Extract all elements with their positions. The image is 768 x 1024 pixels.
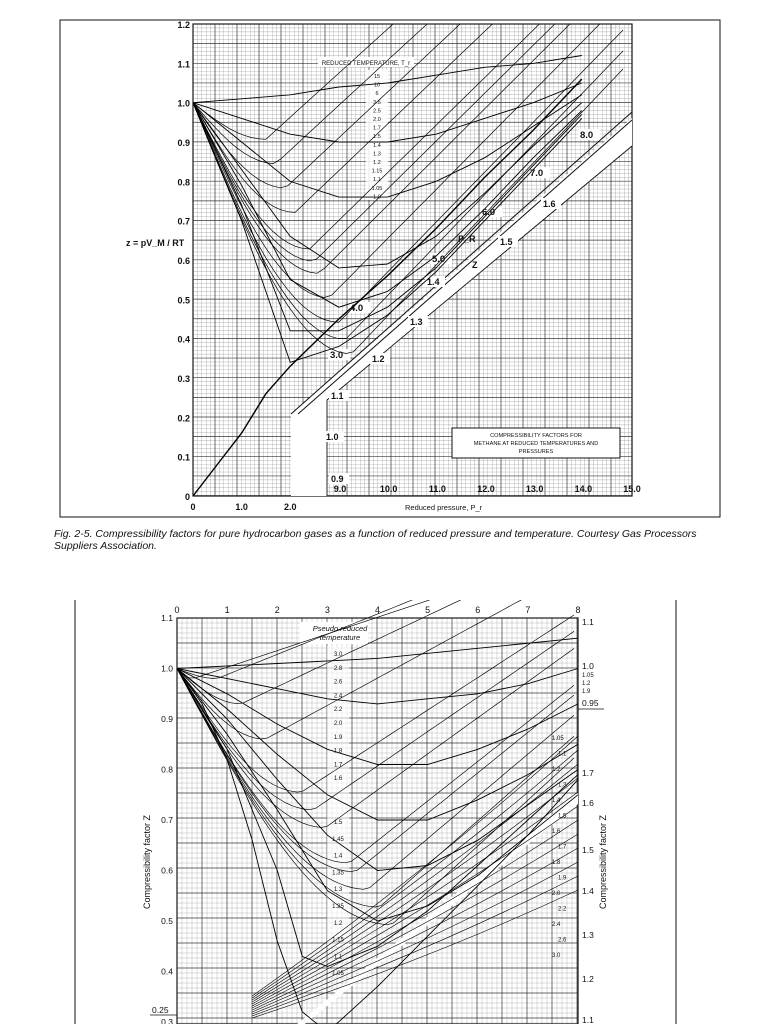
right-tpr-label: 1.05: [552, 736, 564, 742]
legend-title: Pseudo reduced: [312, 624, 368, 633]
inset-x-tick: 11.0: [428, 484, 446, 494]
x-tick-top: 5: [425, 605, 431, 615]
x-tick-top: 8: [575, 605, 581, 615]
x-tick-top: 4: [374, 605, 381, 615]
inset-y-tick: 1.6: [543, 199, 556, 209]
right-tpr-label: 1.3: [558, 782, 567, 789]
tpr-label: 2.6: [333, 679, 343, 686]
y-tick-right: 0.95: [582, 698, 599, 708]
tpr-label: 2.4: [333, 693, 343, 700]
tpr-label: 1.7: [333, 762, 343, 769]
y-tick-left: 0.25: [152, 1005, 169, 1015]
lower-curve: [252, 736, 578, 996]
tr-label: 1.4: [373, 142, 381, 149]
y-tick-label: 1.2: [177, 20, 190, 31]
inset-x-tick: 10.0: [379, 484, 398, 494]
y-tick-left: 0.3: [161, 1017, 173, 1024]
tpr-curve: [177, 669, 574, 925]
inset-z-label: Z: [472, 260, 478, 270]
inset-y-tick: 1.1: [331, 391, 344, 401]
tpr-label: 1.6: [333, 776, 343, 783]
y-tick-label: 0.3: [177, 374, 190, 385]
x-tick-top: 1: [224, 605, 230, 615]
tpr-curve: [177, 669, 574, 908]
tpr-label: 1.15: [332, 937, 344, 944]
right-tpr-label: 2.6: [558, 937, 567, 944]
inset-y-tick: 1.4: [427, 277, 440, 287]
tpr-curve: [177, 669, 574, 872]
y-tick-label: 0.8: [177, 177, 190, 188]
y-tick-label: 1.0: [177, 98, 190, 109]
x-tick-top: 6: [475, 605, 481, 615]
y-tick-left: 0.4: [161, 966, 173, 977]
pr-label: 3.0: [330, 350, 344, 361]
tr-label: 1.15: [371, 168, 383, 175]
pr-label: 7.0: [530, 168, 544, 179]
tpr-label: 1.25: [332, 904, 344, 910]
y-tick-right: 1.4: [582, 886, 594, 896]
y-tick-right: 1.7: [582, 768, 594, 778]
y-tick-right: 1.1: [582, 617, 594, 627]
tr-label: 1.5: [373, 134, 381, 141]
second-chart: [0, 600, 768, 1024]
x-tick-label: 2.0: [283, 502, 297, 512]
inset-x-tick: 12.0: [477, 484, 495, 494]
right-tpr-label: 3.0: [552, 953, 561, 959]
right-tpr-label: 1.1: [558, 751, 567, 758]
x-tick-label: 0: [190, 502, 196, 512]
tpr-label: 1.8: [333, 748, 343, 755]
y-tick-label: 0.4: [177, 334, 190, 345]
tpr-curve: [177, 669, 574, 890]
tpr-label: 1.1: [333, 954, 343, 961]
y-tick-right: 1.0: [582, 661, 594, 671]
tr-label: 3.5: [373, 99, 381, 106]
y-axis-label: z = pV_M / RT: [126, 238, 185, 248]
inset-y-tick: 1.3: [410, 317, 423, 327]
x-tick-top: 0: [174, 605, 180, 615]
y-tick-left: 0.5: [161, 916, 173, 926]
tpr-label: 1.45: [332, 836, 344, 843]
right-tpr-label: 2.2: [558, 906, 567, 913]
pr-label: 4.0: [350, 303, 364, 314]
inset-y-tick: 0.9: [331, 474, 344, 484]
tpr-label: 1.05: [332, 971, 344, 978]
y-tick-right: 1.1: [582, 1015, 594, 1024]
y-tick-label: 0.6: [177, 256, 190, 267]
y-tick-label: 0.9: [177, 138, 190, 149]
inset-x-tick: 9.0: [333, 484, 347, 494]
inset-title-line: METHANE AT REDUCED TEMPERATURES AND: [473, 441, 599, 447]
y-tick-right: 1.6: [582, 798, 594, 808]
tr-label: 6: [375, 91, 379, 98]
chart-grid: [150, 618, 604, 1024]
figure-caption: Fig. 2-5. Compressibility factors for pure hydrocarbon gases as a function of reduced pressure and temperature. Courtesy Gas Processors Suppliers Association.: [54, 528, 697, 552]
y-tick-right: 1.3: [582, 930, 594, 940]
right-tpr-label: 1.2: [552, 767, 561, 773]
legend-title: temperature: [319, 633, 361, 642]
y-tick-label: 0.7: [177, 216, 190, 227]
tpr-label: 2.0: [333, 721, 343, 727]
tpr-label: 1.2: [333, 920, 343, 927]
tr-label: 1.3: [373, 151, 381, 158]
y-tick-label: 0: [184, 492, 190, 502]
y-tick-left: 1.0: [161, 663, 173, 674]
tpr-label: 2.2: [333, 707, 343, 714]
y-axis-label-left: Compressibility factor Z: [142, 814, 152, 910]
inset-x-tick: 13.0: [525, 484, 544, 494]
legend-title: REDUCED TEMPERATURE, T_r: [321, 61, 411, 67]
right-tpr-label: 1.8: [552, 860, 561, 866]
y-tick-left: 0.6: [161, 865, 173, 876]
inset-x-tick: 14.0: [574, 484, 593, 494]
y-tick-label: 0.5: [177, 295, 190, 306]
inset-y-tick: 1.2: [372, 354, 385, 364]
x-axis-label: Reduced pressure, P_r: [405, 503, 483, 512]
y-tick-right: 1.9: [582, 689, 591, 695]
y-tick-left: 0.9: [161, 714, 173, 724]
y-tick-right: 1.2: [582, 974, 594, 984]
tr-label: 1.0: [373, 194, 381, 201]
pr-axis-tag: P_R: [458, 234, 476, 244]
right-tpr-label: 2.4: [552, 922, 561, 928]
tr-label: 2.5: [373, 108, 381, 115]
y-tick-left: 1.1: [161, 613, 173, 623]
figure-frame: [60, 20, 720, 517]
right-tpr-label: 1.6: [552, 829, 561, 835]
inset-y-tick: 1.0: [326, 432, 339, 442]
right-tpr-label: 2.0: [552, 891, 561, 897]
x-tick-top: 7: [525, 605, 531, 615]
tr-label: 10: [373, 82, 381, 89]
y-tick-label: 0.1: [177, 452, 190, 463]
y-tick-right: 1.05: [582, 673, 594, 679]
y-tick-label: 0.2: [177, 413, 190, 424]
tpr-label: 1.5: [333, 820, 343, 826]
tpr-label: 3.0: [333, 652, 343, 658]
inset-title-line: PRESSURES: [518, 449, 554, 455]
y-tick-label: 1.1: [177, 59, 190, 70]
tr-label: 1.1: [373, 177, 381, 184]
y-tick-right: 1.2: [582, 681, 591, 687]
y-axis-label-right: Compressibility factor Z: [598, 814, 608, 910]
tr-label: 1.7: [373, 125, 381, 132]
tpr-label: 1.4: [333, 853, 343, 860]
right-tpr-label: 1.5: [558, 813, 567, 820]
pr-label: 8.0: [580, 130, 594, 141]
tr-label: 15: [373, 74, 381, 80]
tpr-label: 2.8: [333, 665, 343, 672]
tpr-label: 1.3: [333, 887, 343, 894]
inset-x-tick: 15.0: [623, 484, 641, 494]
lower-curve: [252, 834, 578, 1010]
tr-label: 1.05: [371, 185, 383, 192]
y-tick-left: 0.8: [161, 764, 173, 775]
pr-label: 5.0: [432, 254, 446, 265]
y-tick-left: 0.7: [161, 815, 173, 825]
tpr-label: 1.9: [333, 734, 343, 741]
tpr-label: 1.35: [332, 870, 344, 877]
x-tick-top: 3: [324, 605, 330, 615]
tr-label: 2.0: [373, 117, 381, 123]
x-tick-top: 2: [274, 605, 280, 615]
inset-y-tick: 1.5: [500, 237, 513, 247]
right-tpr-label: 1.4: [552, 798, 561, 804]
x-tick-label: 1.0: [235, 502, 248, 512]
inset-title-line: COMPRESSIBILITY FACTORS FOR: [490, 433, 582, 439]
right-tpr-label: 1.7: [558, 844, 567, 851]
y-tick-right: 1.5: [582, 845, 594, 855]
tr-label: 1.2: [373, 160, 381, 166]
pr-label: 6.0: [482, 207, 496, 218]
right-tpr-label: 1.9: [558, 875, 567, 882]
